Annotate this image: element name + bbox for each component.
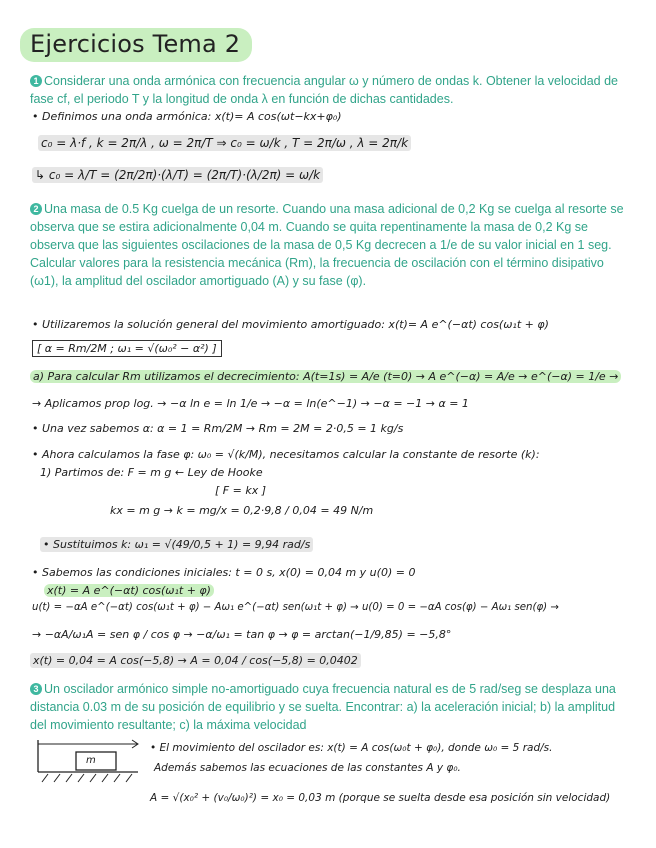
question-2-number: 2 bbox=[30, 203, 42, 215]
q1-line-2-text: c₀ = λ·f , k = 2π/λ , ω = 2π/T ⇒ c₀ = ω/k , T = 2π/ω , λ = 2π/k bbox=[38, 135, 411, 151]
question-1-number: 1 bbox=[30, 75, 42, 87]
page-title: Ejercicios Tema 2 bbox=[30, 30, 241, 58]
q1-line-1: • Definimos una onda armónica: x(t)= A cos(ωt−kx+φ₀) bbox=[32, 110, 342, 123]
q2-line-11: • Sabemos las condiciones iniciales: t = 0 s, x(0) = 0,04 m y u(0) = 0 bbox=[32, 566, 416, 579]
q2-line-5: • Una vez sabemos α: α = 1 = Rm/2M → Rm = 2M = 2·0,5 = 1 kg/s bbox=[32, 422, 404, 435]
question-3-text: Un oscilador armónico simple no-amortiguado cuya frecuencia natural es de 5 rad/seg se desplaza una distancia 0.03 m de su posición de equilibrio y se suelta. Encontrar: a) la aceleración inicial; b) la amplitud del movimiento resultante; c) la máxima velocidad bbox=[30, 682, 616, 732]
q2-line-1: • Utilizaremos la solución general del movimiento amortiguado: x(t)= A e^(−αt) cos(ω₁t + φ) bbox=[32, 318, 549, 331]
q2-line-3 bbox=[30, 370, 621, 383]
q2-line-15 bbox=[30, 654, 361, 667]
q2-line-9: kx = m g → k = mg/x = 0,2·9,8 / 0,04 = 49 N/m bbox=[110, 504, 374, 517]
question-2-text: Una masa de 0.5 Kg cuelga de un resorte. Cuando una masa adicional de 0,2 Kg se cuelga al resorte se observa que se estira adicionalmente 0,04 m. Cuando se quita repentinamente la masa de 0,2 Kg se observa que las siguientes oscilaciones de la masa de 0,5 Kg decrecen a 1/e de su valor inicial en 1 seg. Calcular valores para la resistencia mecánica (Rm), la frecuencia de oscilación con el término disipativo (ω1), la amplitud del oscilador amortiguado (A) y su fase (φ). bbox=[30, 202, 624, 288]
q2-line-2: [ α = Rm/2M ; ω₁ = √(ω₀² − α²) ] bbox=[32, 340, 222, 357]
diagram-mass-label: m bbox=[86, 755, 96, 766]
question-2 bbox=[30, 200, 630, 290]
question-3-number: 3 bbox=[30, 683, 42, 695]
q2-line-8: [ F = kx ] bbox=[215, 484, 266, 497]
q2-line-7: 1) Partimos de: F = m g ← Ley de Hooke bbox=[40, 466, 263, 479]
question-3 bbox=[30, 680, 630, 734]
title-highlight bbox=[20, 28, 252, 62]
question-1-text: Considerar una onda armónica con frecuencia angular ω y número de ondas k. Obtener la velocidad de fase cf, el periodo T y la longitud de onda λ en función de dichas cantidades. bbox=[30, 74, 618, 106]
question-1 bbox=[30, 72, 630, 108]
q3-line-1: • El movimiento del oscilador es: x(t) = A cos(ω₀t + φ₀), donde ω₀ = 5 rad/s. bbox=[150, 742, 553, 754]
diagram-mass-block bbox=[76, 752, 116, 770]
q2-line-12 bbox=[44, 584, 214, 597]
q2-line-13: u(t) = −αA e^(−αt) cos(ω₁t + φ) − Aω₁ e^(−αt) sen(ω₁t + φ) → u(0) = 0 = −αA cos(φ) − Aω₁ sen(φ) → bbox=[32, 602, 559, 613]
q1-line-3-text: ↳ c₀ = λ/T = (2π/2π)·(λ/T) = (2π/T)·(λ/2π) = ω/k bbox=[32, 167, 323, 183]
q2-line-3-text: a) Para calcular Rm utilizamos el decrecimiento: A(t=1s) = A/e (t=0) → A e^(−α) = A/e → e^(−α) = 1/e → bbox=[30, 370, 621, 383]
q2-line-15-text: x(t) = 0,04 = A cos(−5,8) → A = 0,04 / cos(−5,8) = 0,0402 bbox=[30, 653, 361, 668]
q2-line-14: → −αA/ω₁A = sen φ / cos φ → −α/ω₁ = tan φ → φ = arctan(−1/9,85) = −5,8° bbox=[32, 628, 452, 641]
q2-line-6: • Ahora calculamos la fase φ: ω₀ = √(k/M), necesitamos calcular la constante de resorte (k): bbox=[32, 448, 540, 461]
q2-line-12-text: x(t) = A e^(−αt) cos(ω₁t + φ) bbox=[44, 584, 214, 597]
q1-line-2 bbox=[38, 136, 411, 150]
q2-line-10 bbox=[40, 538, 313, 551]
q2-line-4: → Aplicamos prop log. → −α ln e = ln 1/e → −α = ln(e^−1) → −α = −1 → α = 1 bbox=[32, 397, 469, 410]
diagram-floor-hatch bbox=[42, 774, 132, 782]
q3-line-2: Además sabemos las ecuaciones de las constantes A y φ₀. bbox=[154, 762, 461, 774]
q1-line-3 bbox=[32, 168, 323, 182]
q2-line-10-text: • Sustituimos k: ω₁ = √(49/0,5 + 1) = 9,94 rad/s bbox=[40, 537, 313, 552]
q3-line-3: A = √(x₀² + (v₀/ω₀)²) = x₀ = 0,03 m (porque se suelta desde esa posición sin velocidad) bbox=[150, 792, 611, 804]
